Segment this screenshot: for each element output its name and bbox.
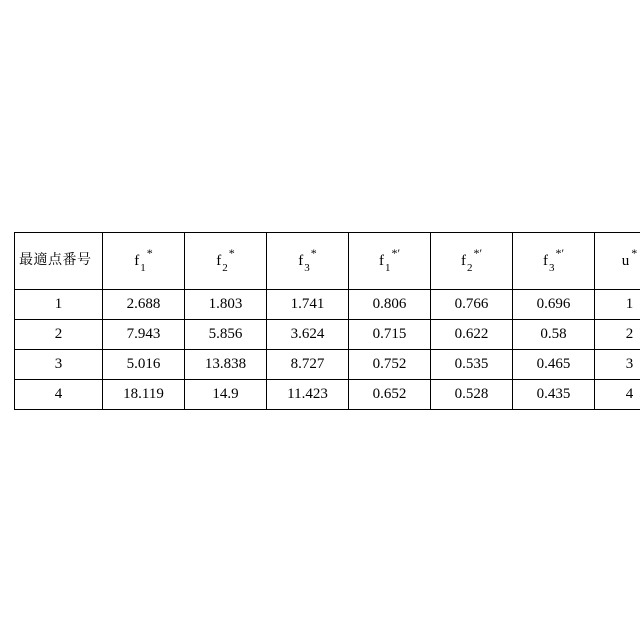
table-row bbox=[15, 290, 640, 320]
cell-f3p: 0.465 bbox=[513, 350, 595, 380]
cell-f1: 2.688 bbox=[103, 290, 185, 320]
optimal-points-table bbox=[14, 232, 640, 410]
cell-f1p: 0.806 bbox=[349, 290, 431, 320]
f2-base: f bbox=[216, 253, 222, 270]
cell-f2p: 0.535 bbox=[431, 350, 513, 380]
cell-f3p: 0.435 bbox=[513, 380, 595, 410]
f2-sup: * bbox=[228, 246, 235, 261]
cell-index: 4 bbox=[15, 380, 103, 410]
f1-sup: * bbox=[146, 246, 153, 261]
u-sup: * bbox=[631, 246, 638, 261]
f1-base: f bbox=[134, 253, 140, 270]
cell-index: 3 bbox=[15, 350, 103, 380]
cell-f3p: 0.696 bbox=[513, 290, 595, 320]
cell-f1p: 0.652 bbox=[349, 380, 431, 410]
f1p-sup: *′ bbox=[391, 246, 401, 261]
cell-f2: 13.838 bbox=[185, 350, 267, 380]
cell-u: 1 bbox=[595, 290, 640, 320]
f1p-base: f bbox=[378, 253, 384, 270]
column-header-f3-star bbox=[267, 233, 349, 290]
cell-index: 2 bbox=[15, 320, 103, 350]
column-header-u-star bbox=[595, 233, 640, 290]
f3-base: f bbox=[298, 253, 304, 270]
f2p-sup: *′ bbox=[473, 246, 483, 261]
cell-u: 2 bbox=[595, 320, 640, 350]
cell-f1p: 0.715 bbox=[349, 320, 431, 350]
f3p-sup: *′ bbox=[555, 246, 565, 261]
f3-sup: * bbox=[310, 246, 317, 261]
cell-f2: 5.856 bbox=[185, 320, 267, 350]
f1p-sub: 1 bbox=[384, 262, 391, 275]
cell-f2: 14.9 bbox=[185, 380, 267, 410]
cell-index: 1 bbox=[15, 290, 103, 320]
cell-f3: 8.727 bbox=[267, 350, 349, 380]
table-header-row bbox=[15, 233, 640, 290]
table-row bbox=[15, 320, 640, 350]
column-header-index bbox=[15, 233, 103, 290]
cell-f1p: 0.752 bbox=[349, 350, 431, 380]
cell-f2p: 0.622 bbox=[431, 320, 513, 350]
table-header bbox=[15, 233, 640, 290]
column-header-f2-star-prime bbox=[431, 233, 513, 290]
cell-f3: 11.423 bbox=[267, 380, 349, 410]
column-header-f3-star-prime bbox=[513, 233, 595, 290]
f2p-sub: 2 bbox=[466, 262, 473, 275]
cell-f2: 1.803 bbox=[185, 290, 267, 320]
column-header-f1-star-prime bbox=[349, 233, 431, 290]
cell-f2p: 0.766 bbox=[431, 290, 513, 320]
column-header-f1-star bbox=[103, 233, 185, 290]
results-table-container bbox=[14, 232, 638, 410]
f3-sub: 3 bbox=[304, 262, 310, 275]
f2-sub: 2 bbox=[222, 262, 228, 275]
f3p-sub: 3 bbox=[548, 262, 555, 275]
cell-u: 3 bbox=[595, 350, 640, 380]
table-body bbox=[15, 290, 640, 410]
cell-f1: 7.943 bbox=[103, 320, 185, 350]
table-row bbox=[15, 350, 640, 380]
cell-f3: 1.741 bbox=[267, 290, 349, 320]
cell-f3: 3.624 bbox=[267, 320, 349, 350]
cell-f3p: 0.58 bbox=[513, 320, 595, 350]
column-header-f2-star bbox=[185, 233, 267, 290]
column-header-index-label: 最適点番号 bbox=[19, 252, 92, 268]
f3p-base: f bbox=[542, 253, 548, 270]
cell-f1: 5.016 bbox=[103, 350, 185, 380]
cell-f1: 18.119 bbox=[103, 380, 185, 410]
u-sub bbox=[629, 262, 631, 274]
cell-u: 4 bbox=[595, 380, 640, 410]
u-base: u bbox=[621, 253, 630, 270]
table-row bbox=[15, 380, 640, 410]
f2p-base: f bbox=[460, 253, 466, 270]
f1-sub: 1 bbox=[140, 262, 146, 275]
cell-f2p: 0.528 bbox=[431, 380, 513, 410]
